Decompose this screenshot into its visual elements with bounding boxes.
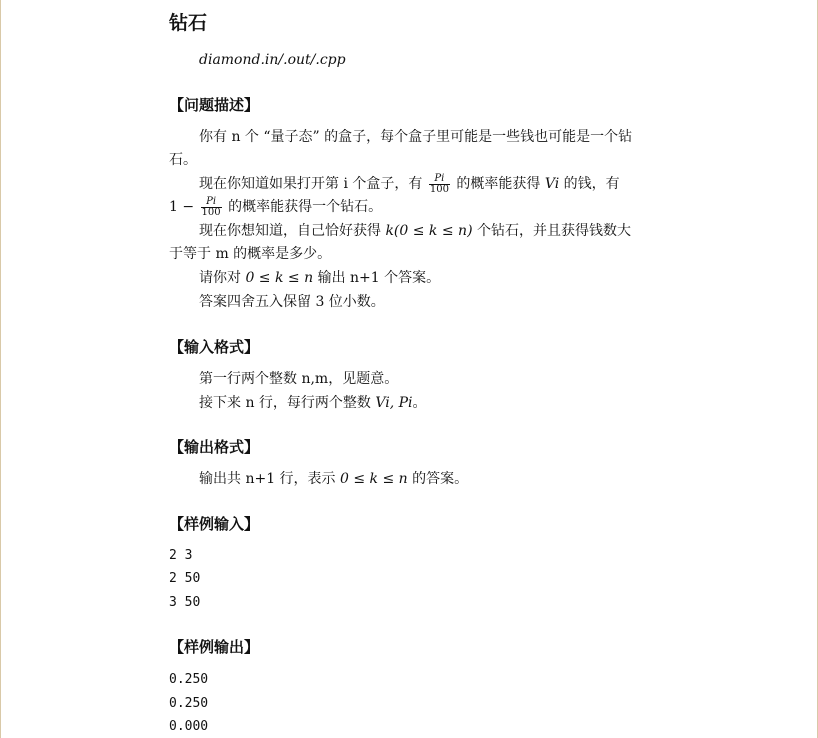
section-sample-input-heading: 【样例输入】: [169, 515, 260, 533]
description-paragraph-5: 答案四舍五入保留 3 位小数。: [199, 294, 385, 310]
probability-fraction-complement: $\frac{Pi}{100}$: [201, 195, 221, 218]
description-paragraph-4: 请你对 0 ≤ k ≤ n 输出 n+1 个答案。: [199, 270, 441, 286]
file-names: diamond.in/.out/.cpp: [199, 52, 346, 68]
description-paragraph-2: 现在你知道如果打开第 i 个盒子，有 $\frac{Pi}{100}$ 的概率能获得 Vi 的钱，有 1 − $\frac{Pi}{100}$ 的概率能获得一个钻石。: [169, 172, 620, 218]
output-format-line: 输出共 n+1 行，表示 0 ≤ k ≤ n 的答案。: [199, 471, 469, 487]
page-border-left: [0, 0, 1, 738]
section-input-heading: 【输入格式】: [169, 338, 260, 356]
page-title: 钻石: [169, 12, 208, 34]
section-output-heading: 【输出格式】: [169, 438, 260, 456]
sample-input-line: 2 3: [169, 548, 193, 563]
description-paragraph-1: 你有 n 个 “量子态” 的盒子，每个盒子里可能是一些钱也可能是一个钻 石。: [169, 129, 633, 168]
sample-input-line: 2 50: [169, 571, 201, 586]
sample-output-line: 0.000: [169, 719, 209, 734]
probability-fraction: $\frac{Pi}{100}$: [429, 172, 449, 195]
sample-output-line: 0.250: [169, 696, 209, 711]
input-format-line-1: 第一行两个整数 n,m，见题意。: [199, 371, 399, 387]
sample-input-line: 3 50: [169, 595, 201, 610]
section-description-heading: 【问题描述】: [169, 96, 260, 114]
description-paragraph-3: 现在你想知道，自己恰好获得 k(0 ≤ k ≤ n) 个钻石，并且获得钱数大 于等于 m 的概率是多少。: [169, 223, 631, 262]
sample-output-line: 0.250: [169, 672, 209, 687]
input-format-line-2: 接下来 n 行，每行两个整数 Vi, Pi。: [199, 395, 427, 411]
section-sample-output-heading: 【样例输出】: [169, 638, 260, 656]
